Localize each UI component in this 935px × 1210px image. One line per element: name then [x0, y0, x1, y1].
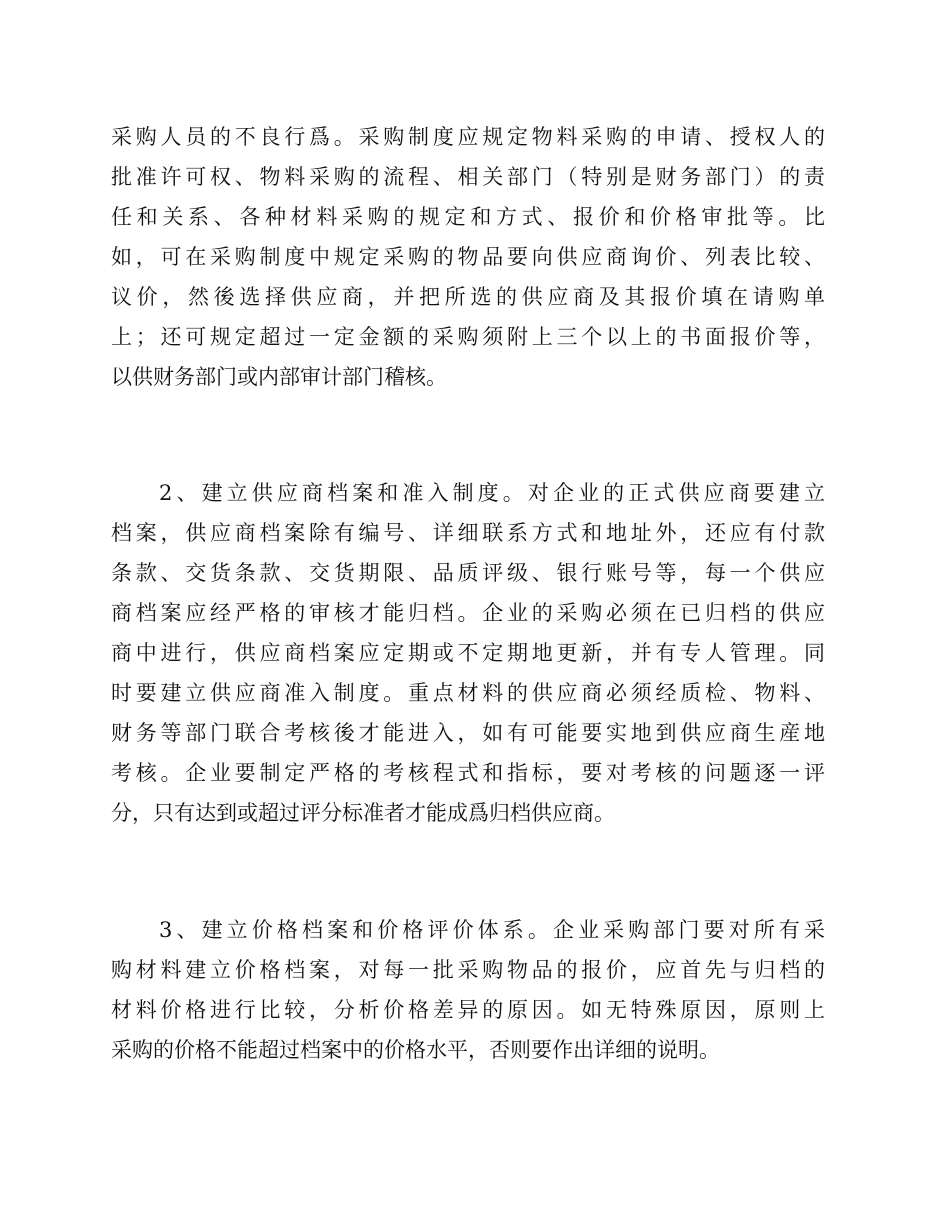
text-line: 财务等部门联合考核後才能进入，如有可能要实地到供应商生産地: [111, 721, 825, 745]
paragraph-price-archive: [111, 910, 825, 1070]
text-line: 如，可在采购制度中规定采购的物品要向供应商询价、列表比较、: [111, 245, 825, 269]
text-line: 考核。企业要制定严格的考核程式和指标，要对考核的问题逐一评: [111, 761, 825, 785]
text-line: 议价，然後选择供应商，并把所选的供应商及其报价填在请购单: [111, 285, 825, 309]
paragraph-procurement-system: [111, 117, 825, 397]
text-line: 批准许可权、物料采购的流程、相关部门（特别是财务部门）的责: [111, 165, 825, 189]
text-line: 采购的价格不能超过档案中的价格水平，否则要作出详细的说明。: [111, 1038, 720, 1062]
text-line: 分，只有达到或超过评分标准者才能成爲归档供应商。: [111, 801, 615, 825]
text-line: 任和关系、各种材料采购的规定和方式、报价和价格审批等。比: [111, 205, 825, 229]
text-line: 档案，供应商档案除有编号、详细联系方式和地址外，还应有付款: [111, 521, 825, 545]
text-line: 商中进行，供应商档案应定期或不定期地更新，并有专人管理。同: [111, 641, 825, 665]
text-line: 材料价格进行比较，分析价格差异的原因。如无特殊原因，原则上: [111, 998, 825, 1022]
paragraph-supplier-archive: [111, 473, 825, 833]
text-line: 条款、交货条款、交货期限、品质评级、银行账号等，每一个供应: [111, 561, 825, 585]
text-line: 商档案应经严格的审核才能归档。企业的采购必须在已归档的供应: [111, 601, 825, 625]
text-line: 时要建立供应商准入制度。重点材料的供应商必须经质检、物料、: [111, 681, 825, 705]
text-line: 上；还可规定超过一定金额的采购须附上三个以上的书面报价等，: [111, 325, 825, 349]
text-line: 采购人员的不良行爲。采购制度应规定物料采购的申请、授权人的: [111, 125, 825, 149]
text-line: 以供财务部门或内部审计部门稽核。: [111, 365, 447, 389]
text-line: 2、建立供应商档案和准入制度。对企业的正式供应商要建立: [159, 481, 825, 505]
text-line: 3、建立价格档案和价格评价体系。企业采购部门要对所有采: [159, 918, 825, 942]
text-line: 购材料建立价格档案，对每一批采购物品的报价，应首先与归档的: [111, 958, 825, 982]
